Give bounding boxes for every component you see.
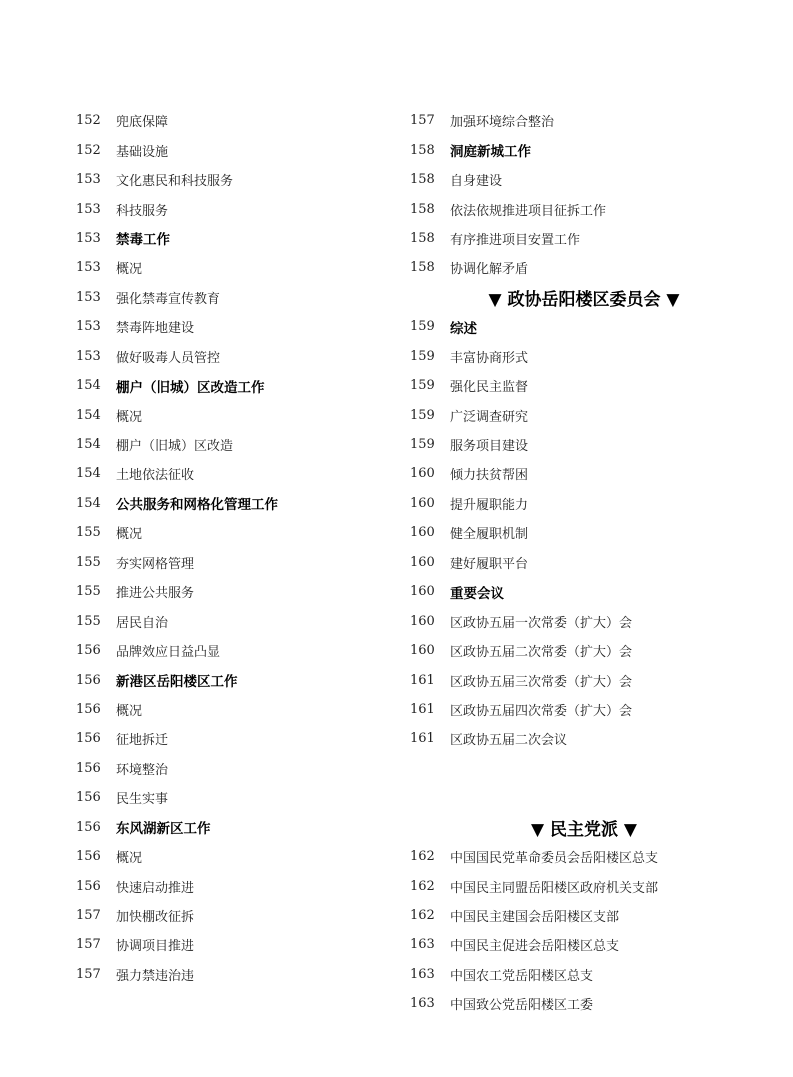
list-item: [410, 106, 710, 135]
entry-title: 中国民主建国会岳阳楼区支部: [450, 910, 620, 926]
entry-title: 科技服务: [116, 203, 169, 219]
page-number: 157: [76, 937, 101, 953]
list-item: [410, 606, 710, 635]
page-number: 161: [410, 731, 435, 747]
list-item: [410, 665, 710, 694]
page-number: 162: [410, 849, 435, 865]
category-heading: [410, 135, 710, 164]
list-item: [76, 901, 396, 930]
entry-title: 区政协五届四次常委（扩大）会: [450, 703, 633, 719]
category-heading: [76, 665, 396, 694]
list-item: [410, 430, 710, 459]
list-item: [410, 194, 710, 223]
entry-title: 概况: [116, 527, 143, 543]
list-item: [410, 901, 710, 930]
page-number: 160: [410, 613, 435, 629]
page-number: 160: [410, 495, 435, 511]
category-heading: [76, 489, 396, 518]
page-number: 153: [76, 230, 101, 246]
entry-title: 居民自治: [116, 615, 169, 631]
list-item: [76, 754, 396, 783]
page-number: 157: [76, 966, 101, 982]
page-number: 158: [410, 172, 435, 188]
category-heading: [410, 312, 710, 341]
list-item: [76, 430, 396, 459]
list-item: [76, 459, 396, 488]
list-item: [76, 724, 396, 753]
entry-title: 文化惠民和科技服务: [116, 174, 234, 190]
list-item: [76, 518, 396, 547]
entry-title: 夯实网格管理: [116, 556, 195, 572]
page-number: 155: [76, 554, 101, 570]
list-item: [410, 724, 710, 753]
entry-title: 综述: [450, 320, 477, 337]
list-item: [410, 165, 710, 194]
entry-title: 服务项目建设: [450, 439, 529, 455]
list-item: [410, 695, 710, 724]
list-item: [410, 930, 710, 959]
page-number: 153: [76, 201, 101, 217]
list-item: [76, 577, 396, 606]
entry-title: 土地依法征收: [116, 468, 195, 484]
entry-title: 中国民主同盟岳阳楼区政府机关支部: [450, 880, 659, 896]
page-number: 156: [76, 760, 101, 776]
list-item: [410, 371, 710, 400]
entry-title: 区政协五届一次常委（扩大）会: [450, 615, 633, 631]
page-number: 158: [410, 260, 435, 276]
list-item: [76, 636, 396, 665]
page-number: 158: [410, 230, 435, 246]
page-number: 156: [76, 790, 101, 806]
entry-title: 加快棚改征拆: [116, 910, 195, 926]
entry-title: 强化禁毒宣传教育: [116, 291, 221, 307]
list-item: [76, 135, 396, 164]
page-number: 156: [76, 849, 101, 865]
entry-title: 协调项目推进: [116, 939, 195, 955]
entry-title: 提升履职能力: [450, 497, 529, 513]
page-number: 155: [76, 525, 101, 541]
entry-title: 中国农工党岳阳楼区总支: [450, 968, 594, 984]
page-number: 152: [76, 142, 101, 158]
page-number: 156: [76, 643, 101, 659]
entry-title: 概况: [116, 409, 143, 425]
entry-title: 中国致公党岳阳楼区工委: [450, 998, 594, 1014]
page-number: 157: [76, 908, 101, 924]
entry-title: 协调化解矛盾: [450, 262, 529, 278]
entry-title: 重要会议: [450, 585, 504, 602]
entry-title: 新港区岳阳楼区工作: [116, 674, 238, 691]
page-number: 160: [410, 643, 435, 659]
category-heading: [76, 224, 396, 253]
list-item: [76, 165, 396, 194]
list-item: [410, 342, 710, 371]
page-number: 160: [410, 466, 435, 482]
entry-title: 环境整治: [116, 762, 169, 778]
entry-title: 健全履职机制: [450, 527, 529, 543]
entry-title: 有序推进项目安置工作: [450, 232, 581, 248]
list-item: [76, 606, 396, 635]
list-item: [410, 871, 710, 900]
list-item: [76, 548, 396, 577]
list-item: [410, 960, 710, 989]
section-heading-cppcc: ▼ 政协岳阳楼区委员会 ▼: [488, 289, 680, 310]
page-number: 163: [410, 966, 435, 982]
section-heading-democratic-parties: ▼ 民主党派 ▼: [531, 819, 637, 840]
entry-title: 区政协五届三次常委（扩大）会: [450, 674, 633, 690]
entry-title: 概况: [116, 851, 143, 867]
right-column: [410, 106, 710, 1019]
entry-title: 丰富协商形式: [450, 350, 529, 366]
entry-title: 品牌效应日益凸显: [116, 645, 221, 661]
entry-title: 概况: [116, 703, 143, 719]
entry-title: 区政协五届二次会议: [450, 733, 568, 749]
list-item: [410, 400, 710, 429]
page-number: 153: [76, 348, 101, 364]
entry-title: 中国民主促进会岳阳楼区总支: [450, 939, 620, 955]
page-number: 159: [410, 378, 435, 394]
list-item: [76, 283, 396, 312]
page-number: 160: [410, 584, 435, 600]
list-item: [410, 842, 710, 871]
entry-title: 加强环境综合整治: [450, 115, 555, 131]
page-number: 154: [76, 437, 101, 453]
page-number: 159: [410, 348, 435, 364]
entry-title: 民生实事: [116, 792, 169, 808]
page-number: 153: [76, 172, 101, 188]
list-item: [410, 518, 710, 547]
page-number: 154: [76, 378, 101, 394]
list-item: [410, 224, 710, 253]
left-column: [76, 106, 396, 989]
list-item: [76, 400, 396, 429]
entry-title: 建好履职平台: [450, 556, 529, 572]
page-number: 156: [76, 819, 101, 835]
entry-title: 棚户（旧城）区改造: [116, 439, 234, 455]
page-number: 159: [410, 437, 435, 453]
entry-title: 推进公共服务: [116, 586, 195, 602]
page-number: 156: [76, 701, 101, 717]
entry-title: 依法依规推进项目征拆工作: [450, 203, 607, 219]
entry-title: 征地拆迁: [116, 733, 169, 749]
entry-title: 禁毒阵地建设: [116, 321, 195, 337]
list-item: [76, 930, 396, 959]
list-item: [76, 695, 396, 724]
category-heading: [410, 577, 710, 606]
page-number: 155: [76, 613, 101, 629]
page-number: 154: [76, 495, 101, 511]
page-number: 159: [410, 319, 435, 335]
list-item: [410, 489, 710, 518]
list-item: [76, 842, 396, 871]
entry-title: 倾力扶贫帮困: [450, 468, 529, 484]
entry-title: 快速启动推进: [116, 880, 195, 896]
entry-title: 强力禁违治违: [116, 968, 195, 984]
list-item: [410, 459, 710, 488]
entry-title: 中国国民党革命委员会岳阳楼区总支: [450, 851, 659, 867]
entry-title: 东风湖新区工作: [116, 821, 211, 838]
page-number: 157: [410, 113, 435, 129]
page-number: 161: [410, 701, 435, 717]
entry-title: 禁毒工作: [116, 232, 170, 249]
list-item: [76, 871, 396, 900]
page-number: 154: [76, 407, 101, 423]
page-number: 158: [410, 201, 435, 217]
list-item: [76, 194, 396, 223]
page-number: 155: [76, 584, 101, 600]
entry-title: 广泛调查研究: [450, 409, 529, 425]
page-number: 153: [76, 289, 101, 305]
list-item: [76, 312, 396, 341]
page-number: 152: [76, 113, 101, 129]
list-item: [76, 960, 396, 989]
entry-title: 公共服务和网格化管理工作: [116, 497, 278, 514]
category-heading: [76, 813, 396, 842]
page-number: 162: [410, 908, 435, 924]
entry-title: 概况: [116, 262, 143, 278]
entry-title: 做好吸毒人员管控: [116, 350, 221, 366]
page-number: 163: [410, 937, 435, 953]
page-number: 156: [76, 731, 101, 747]
entry-title: 自身建设: [450, 174, 503, 190]
entry-title: 区政协五届二次常委（扩大）会: [450, 645, 633, 661]
entry-title: 棚户（旧城）区改造工作: [116, 379, 265, 396]
page-number: 160: [410, 525, 435, 541]
page-number: 156: [76, 672, 101, 688]
list-item: [410, 253, 710, 282]
entry-title: 洞庭新城工作: [450, 144, 531, 161]
page-number: 158: [410, 142, 435, 158]
list-item: [410, 989, 710, 1018]
list-item: [410, 548, 710, 577]
page-number: 161: [410, 672, 435, 688]
page-number: 153: [76, 319, 101, 335]
page-number: 160: [410, 554, 435, 570]
page-number: 163: [410, 996, 435, 1012]
page-number: 153: [76, 260, 101, 276]
entry-title: 兜底保障: [116, 115, 169, 131]
entry-title: 基础设施: [116, 144, 169, 160]
category-heading: [76, 371, 396, 400]
page-number: 159: [410, 407, 435, 423]
list-item: [76, 106, 396, 135]
list-item: [76, 342, 396, 371]
list-item: [76, 783, 396, 812]
page-number: 162: [410, 878, 435, 894]
list-item: [76, 253, 396, 282]
list-item: [410, 636, 710, 665]
page-number: 154: [76, 466, 101, 482]
page-number: 156: [76, 878, 101, 894]
entry-title: 强化民主监督: [450, 380, 529, 396]
